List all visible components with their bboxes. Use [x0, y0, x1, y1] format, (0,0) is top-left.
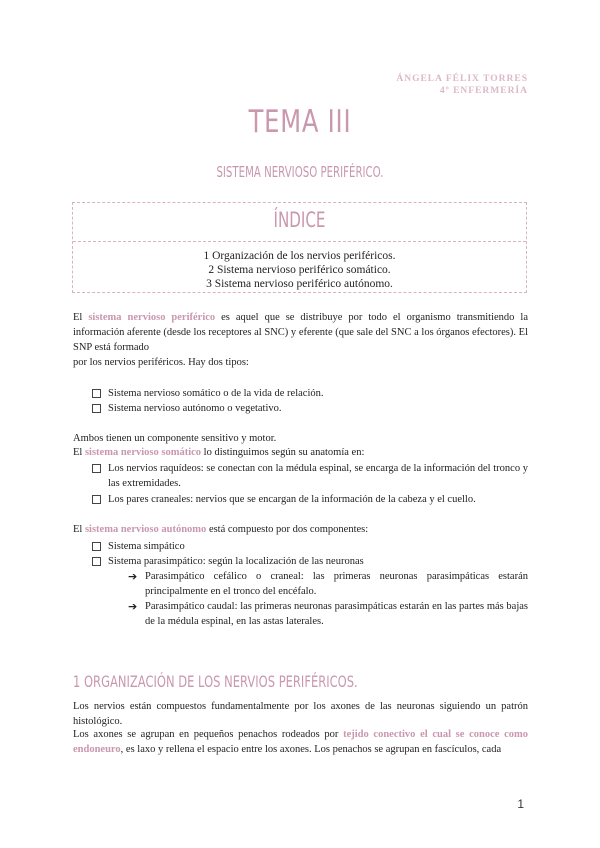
index-box	[72, 202, 527, 293]
page-title: TEMA III	[248, 104, 352, 140]
arrow-right-icon: ➔	[128, 600, 138, 613]
index-item: 1 Organización de los nervios periféricos.	[203, 250, 396, 262]
index-divider	[73, 241, 526, 242]
page-subtitle: SISTEMA NERVIOSO PERIFÉRICO.	[216, 163, 384, 181]
intro-paragraph-cont: por los nervios periféricos. Hay dos tipos:	[73, 357, 249, 368]
arrow-right-icon: ➔	[128, 570, 138, 583]
list-item: Sistema nervioso somático o de la vida de relación.	[92, 386, 528, 401]
intro-paragraph: El sistema nervioso periférico es aquel que se distribuye por todo el organismo transmitiendo la información aferente (desde los receptores al SNC) y eferente (que sale del SNC a los órganos efectores). El SNP está formado	[73, 312, 528, 353]
index-item: 3 Sistema nervioso periférico autónomo.	[206, 278, 393, 290]
highlight-term: sistema nervioso somático	[84, 447, 202, 458]
highlight-term: tejido conectivo el cual se conoce como endoneuro	[73, 729, 528, 755]
sub-list-item: ➔ Parasimpático caudal: las primeras neuronas parasimpáticas estarán en las partes más bajas de la médula espinal, en las astas laterales.	[128, 600, 528, 627]
highlight-term: sistema nervioso periférico	[88, 312, 216, 323]
highlight-term: sistema nervioso autónomo	[84, 524, 207, 535]
checkbox-bullet-icon	[92, 495, 101, 504]
checkbox-bullet-icon	[92, 464, 101, 473]
checkbox-bullet-icon	[92, 542, 101, 551]
autonomic-line: El sistema nervioso autónomo está compuesto por dos componentes:	[73, 524, 369, 535]
index-item: 2 Sistema nervioso periférico somático.	[208, 264, 391, 276]
checkbox-bullet-icon	[92, 557, 101, 566]
list-item: Sistema nervioso autónomo o vegetativo.	[92, 401, 528, 416]
section-paragraph: Los nervios están compuestos fundamentalmente por los axones de las neuronas siguiendo un patrón histológico.	[73, 701, 528, 727]
index-heading: ÍNDICE	[273, 208, 326, 232]
sub-list-item: ➔ Parasimpático cefálico o craneal: las primeras neuronas parasimpáticas estarán principalmente en el tronco del encéfalo.	[128, 570, 528, 597]
checkbox-bullet-icon	[92, 389, 101, 398]
somatic-intro: Ambos tienen un componente sensitivo y motor.	[73, 433, 277, 444]
section-heading: 1 ORGANIZACIÓN DE LOS NERVIOS PERIFÉRICOS.	[73, 672, 358, 691]
somatic-line: El sistema nervioso somático lo distinguimos según su anatomía en:	[73, 447, 365, 458]
section-paragraph: Los axones se agrupan en pequeños penachos rodeados por tejido conectivo el cual se conoce como endoneuro, es laxo y rellena el espacio entre los axones. Los penachos se agrupan en fascículos, cada	[73, 729, 528, 755]
list-item: Sistema parasimpático: según la localización de las neuronas	[92, 554, 528, 569]
page-number: 1	[517, 797, 524, 811]
index-list	[73, 249, 526, 291]
author-header	[396, 73, 528, 97]
list-item: Los pares craneales: nervios que se encargan de la información de la cabeza y el cuello.	[92, 492, 528, 507]
list-item: Los nervios raquídeos: se conectan con la médula espinal, se encarga de la información del tronco y las extremidades.	[92, 461, 528, 491]
author-name: ÁNGELA FÉLIX TORRES	[396, 74, 528, 84]
checkbox-bullet-icon	[92, 404, 101, 413]
author-course: 4º ENFERMERÍA	[439, 86, 528, 96]
list-item: Sistema simpático	[92, 539, 528, 554]
